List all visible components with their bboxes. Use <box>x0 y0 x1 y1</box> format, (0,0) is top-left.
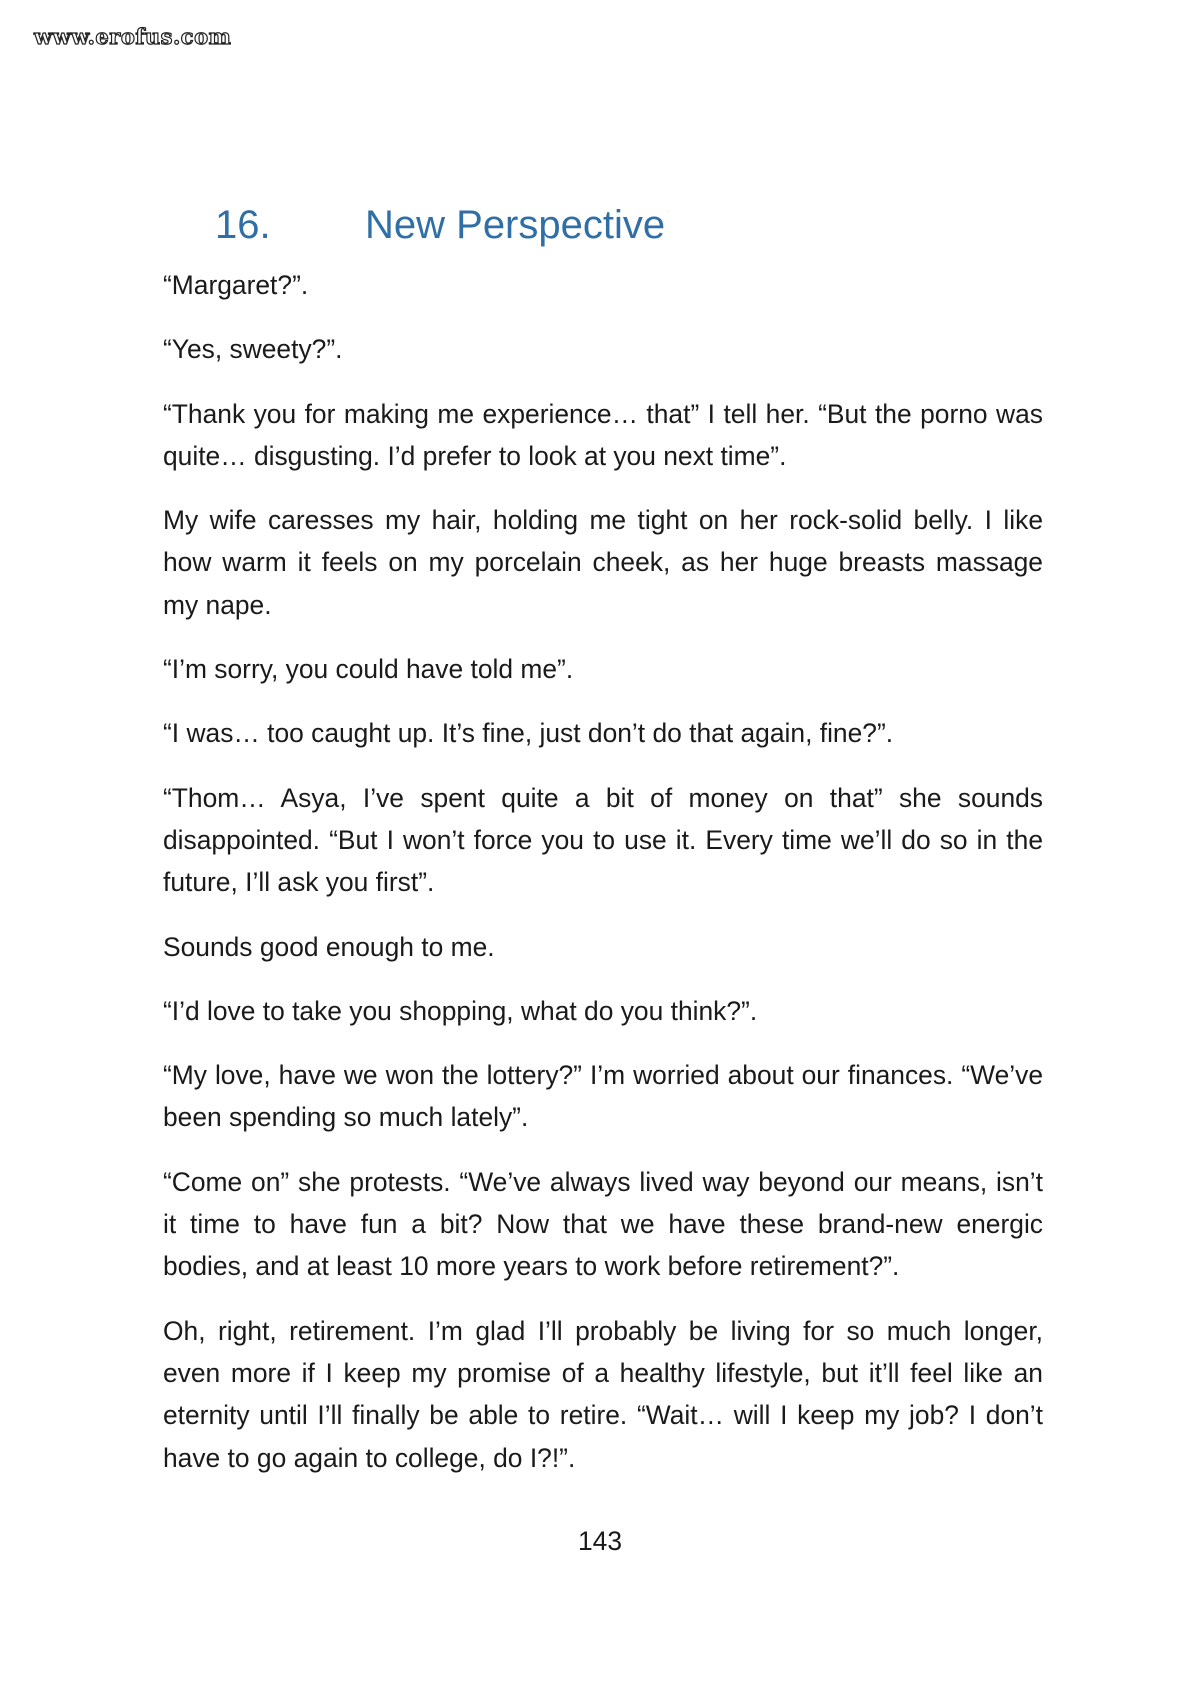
paragraph: “Yes, sweety?”. <box>163 334 343 365</box>
paragraph: “Come on” she protests. “We’ve always lived way beyond our means, isn’t it time to have fun a bit? Now that we have these brand-new energic bodies, and at least 10 more years to work before retirement?”. <box>163 1166 1043 1282</box>
paragraph: My wife caresses my hair, holding me tight on her rock-solid belly. I like how warm it feels on my porcelain cheek, as her huge breasts massage my nape. <box>163 505 1043 620</box>
chapter-number: 16. <box>215 203 271 247</box>
paragraph: “I’m sorry, you could have told me”. <box>163 654 574 685</box>
paragraph: “I’d love to take you shopping, what do you think?”. <box>163 995 758 1026</box>
chapter-title: New Perspective <box>365 203 666 247</box>
paragraph: “Thank you for making me experience… that” I tell her. “But the porno was quite… disgusting. I’d prefer to look at you next time”. <box>163 398 1043 471</box>
watermark-logo: www.erofus.com <box>34 24 232 49</box>
paragraph: “I was… too caught up. It’s fine, just don’t do that again, fine?”. <box>163 718 894 749</box>
paragraph: Oh, right, retirement. I’m glad I’ll probably be living for so much longer, even more if I keep my promise of a healthy lifestyle, but it’ll feel like an eternity until I’ll finally be able to retire. “Wait… will I keep my job? I don’t have to go again to college, do I?!”. <box>163 1315 1043 1473</box>
chapter-heading <box>215 205 665 245</box>
paragraph: Sounds good enough to me. <box>163 931 495 962</box>
body-text <box>163 264 1043 1501</box>
paragraph: “My love, have we won the lottery?” I’m worried about our finances. “We’ve been spending so much lately”. <box>163 1060 1043 1133</box>
paragraph: “Margaret?”. <box>163 270 309 300</box>
paragraph: “Thom… Asya, I’ve spent quite a bit of money on that” she sounds disappointed. “But I won’t force you to use it. Every time we’ll do so in the future, I’ll ask you first”. <box>163 782 1043 898</box>
page-number: 143 <box>577 1526 623 1556</box>
